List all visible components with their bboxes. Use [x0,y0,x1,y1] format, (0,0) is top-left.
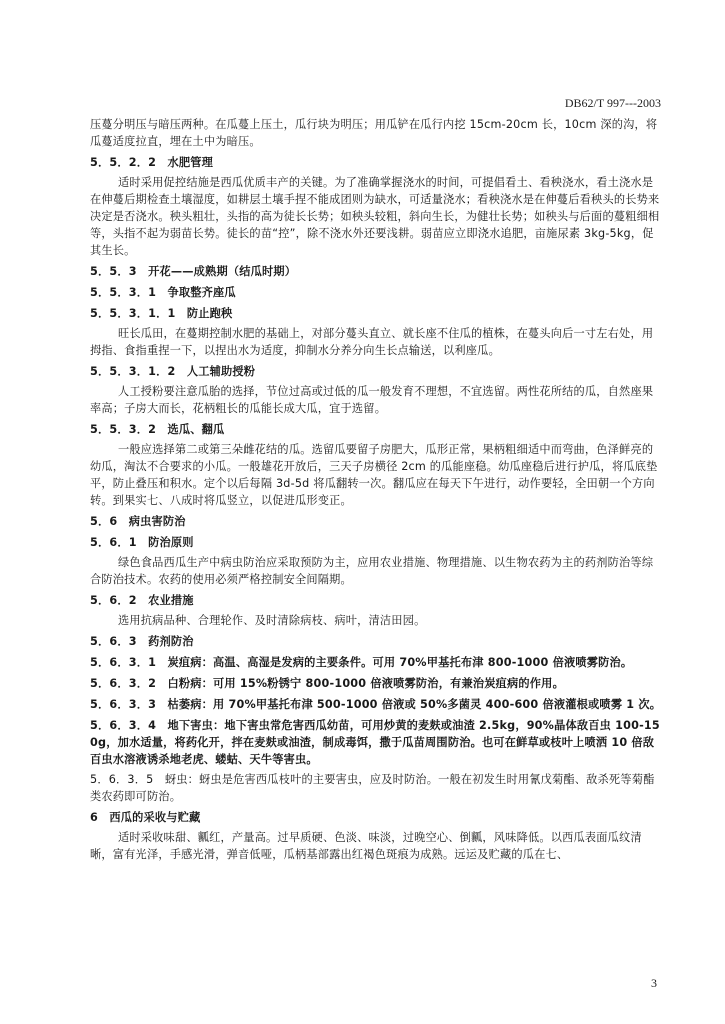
section-heading: 5．6．3．3 枯萎病：用 70%甲基托布津 500-1000 倍液或 50%多菌灵 400-600 倍液灌根或喷雾 1 次。 [90,698,662,711]
body-paragraph: 旺长瓜田，在蔓期控制水肥的基础上，对部分蔓头直立、就长座不住瓜的植株，在蔓头向后一寸左右处，用拇指、食指重捏一下，以捏出水为适度，抑制水分养分向生长点输送，以利座瓜。 [90,327,654,357]
body-paragraph: 5．6．3．5 蚜虫：蚜虫是危害西瓜枝叶的主要害虫，应及时防治。一般在初发生时用氰戊菊酯、敌杀死等菊酯类农药即可防治。 [90,773,655,803]
body-paragraph: 适时采用促控结施是西瓜优质丰产的关键。为了准确掌握浇水的时间，可提倡看土、看秧浇水，看土浇水是在伸蔓后期检查土壤湿度，如耕层土壤手捏不能成团则为缺水，可适量浇水；看秧浇水是在伸蔓后看秧头的长势来决定是否浇水。秧头粗壮，头指的高为徒长长势；如秧头较粗，斜向生长，为健壮长势；如秧头与后面的蔓粗细相等，头指不起为弱苗长势。徒长的苗“控”，除不浇水外还要浅耕。弱苗应立即浇水追肥，亩施尿素 3kg-5kg，促其生长。 [90,176,660,257]
section-heading: 5．6．3．2 白粉病：可用 15%粉锈宁 800-1000 倍液喷雾防治，有兼治炭疽病的作用。 [90,677,564,690]
section-heading: 5．6．3 药剂防治 [90,635,194,648]
body-paragraph: 绿色食品西瓜生产中病虫防治应采取预防为主，应用农业措施、物理措施、以生物农药为主的药剂防治等综合防治技术。农药的使用必须严格控制安全间隔期。 [90,556,654,586]
body-paragraph: 选用抗病品种、合理轮作、及时清除病枝、病叶，清洁田园。 [118,614,426,627]
page-number: 3 [651,976,657,990]
section-heading: 5．6．1 防治原则 [90,536,194,549]
section-heading: 5．5．3．1．1 防止跑秧 [90,307,233,320]
section-heading: 5．6．3．1 炭疽病：高温、高湿是发病的主要条件。可用 70%甲基托布津 800-1000 倍液喷雾防治。 [90,656,633,669]
section-heading: 6 西瓜的采收与贮藏 [90,811,201,824]
section-heading: 5．6．2 农业措施 [90,594,194,607]
section-heading: 5．5．3．2 选瓜、翻瓜 [90,423,225,436]
body-paragraph: 人工授粉要注意瓜胎的选择，节位过高或过低的瓜一般发育不理想，不宜选留。两性花所结的瓜，自然座果率高；子房大而长，花柄粗长的瓜能长成大瓜，宜于选留。 [90,385,654,415]
body-content [90,116,662,866]
document-code: DB62/T 997---2003 [564,96,661,110]
section-heading: 5．5．3．1 争取整齐座瓜 [90,286,236,299]
body-paragraph: 压蔓分明压与暗压两种。在瓜蔓上压土，瓜行块为明压；用瓜铲在瓜行内挖 15cm-20cm 长，10cm 深的沟，将瓜蔓适度拉直，埋在土中为暗压。 [90,118,658,148]
section-heading: 5．6．3．4 地下害虫：地下害虫常危害西瓜幼苗，可用炒黄的麦麸或油渣 2.5kg，90%晶体敌百虫 100-150g，加水适量，将药化开，拌在麦麸或油渣，制成毒饵，撒于瓜苗周围防治。也可在鲜草或枝叶上喷洒 10 倍敌百虫水溶液诱杀地老虎、蝼蛄、天牛等害虫。 [90,719,660,766]
section-heading: 5．5．3 开花——成熟期（结瓜时期） [90,265,297,278]
section-heading: 5．5．2．2 水肥管理 [90,156,214,169]
body-paragraph: 一般应选择第二或第三朵雌花结的瓜。选留瓜要留子房肥大，瓜形正常，果柄粗细适中而弯曲，色泽鲜亮的幼瓜，淘汰不合要求的小瓜。一般雄花开放后，三天子房横径 2cm 的瓜能座稳。幼瓜座稳后进行护瓜，将瓜底垫平，防止叠压和积水。定个以后每隔 3d-5d 将瓜翻转一次。翻瓜应在每天下午进行，动作要轻，全田朝一个方向转。到果实七、八成时将瓜竖立，以促进瓜形变正。 [90,443,658,507]
section-heading: 5．5．3．1．2 人工辅助授粉 [90,365,256,378]
section-heading: 5．6 病虫害防治 [90,515,186,528]
body-paragraph: 适时采收味甜、瓤红，产量高。过早质硬、色淡、味淡，过晚空心、倒瓤，风味降低。以西瓜表面瓜纹清晰，富有光泽，手感光滑，弹音低哑，瓜柄基部露出红褐色斑痕为成熟。远运及贮藏的瓜在七、 [90,831,642,861]
